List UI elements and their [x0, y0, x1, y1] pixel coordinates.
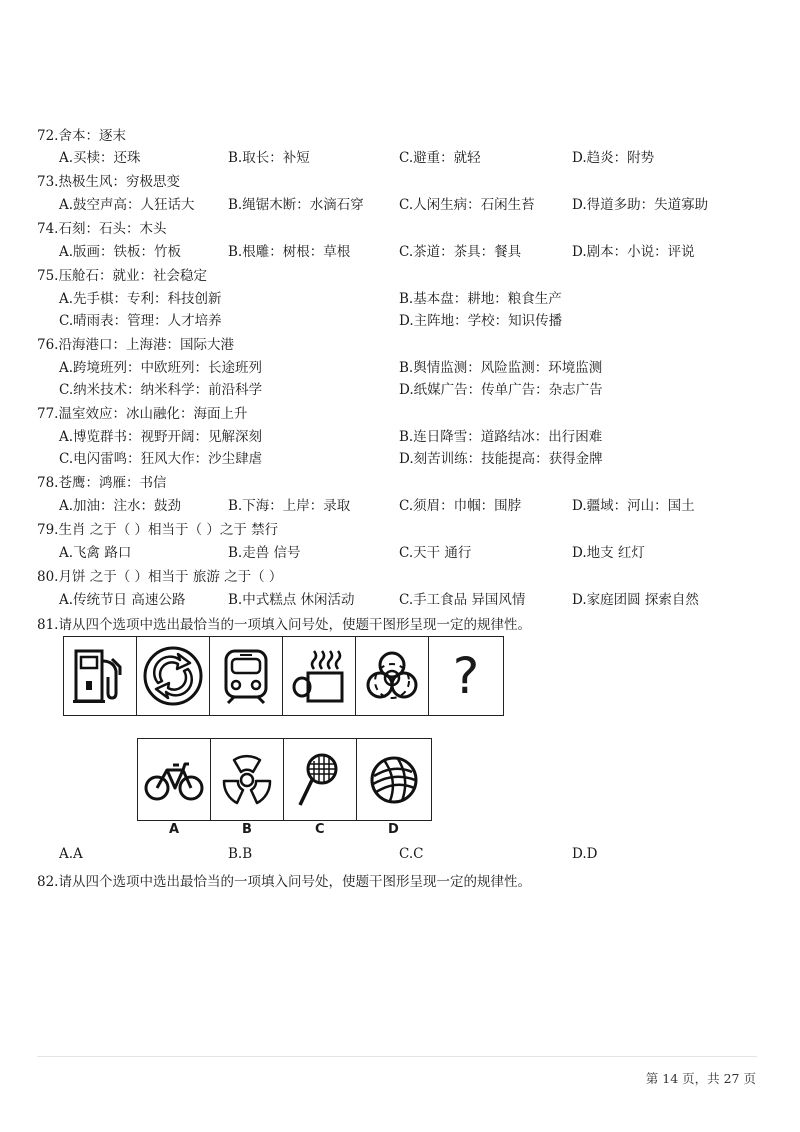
figure-label-c: C	[315, 822, 325, 837]
question-78-stem: 78.苍鹰：鸿雁：书信	[37, 475, 167, 491]
question-76-option-a[interactable]: A.跨境班列：中欧班列：长途班列	[59, 360, 263, 376]
figure-label-a: A	[169, 822, 180, 837]
figure-label-d: D	[388, 822, 399, 837]
bicycle-icon	[138, 739, 211, 820]
question-77-option-d[interactable]: D.刻苦训练：技能提高：获得金牌	[399, 451, 603, 467]
yarn-ball-icon	[357, 739, 431, 820]
question-80-option-b[interactable]: B.中式糕点 休闲活动	[228, 592, 355, 608]
question-73-option-a[interactable]: A.鼓空声高：人狂话大	[59, 197, 195, 213]
question-76-option-d[interactable]: D.纸媒广告：传单广告：杂志广告	[399, 382, 603, 398]
question-75-stem: 75.压舱石：就业：社会稳定	[37, 268, 207, 284]
question-75-option-b[interactable]: B.基本盘：耕地：粮食生产	[399, 291, 562, 307]
question-72-option-a[interactable]: A.买椟：还珠	[59, 150, 141, 166]
question-80-stem: 80.月饼 之于（ ）相当于 旅游 之于（ ）	[37, 569, 283, 585]
question-72-stem: 72.舍本：逐末	[37, 128, 126, 144]
question-82-stem: 82.请从四个选项中选出最恰当的一项填入问号处，使题干图形呈现一定的规律性。	[37, 874, 531, 890]
fuel-pump-icon	[64, 637, 137, 715]
question-81-options-figure	[137, 738, 432, 821]
question-81-option-c[interactable]: C.C	[399, 846, 424, 862]
question-73-option-d[interactable]: D.得道多助：失道寡助	[572, 197, 709, 213]
question-81-option-a[interactable]: A.A	[59, 846, 83, 862]
question-75-option-c[interactable]: C.晴雨表：管理：人才培养	[59, 313, 222, 329]
question-73-option-b[interactable]: B.绳锯木断：水滴石穿	[228, 197, 364, 213]
question-79-option-a[interactable]: A.飞禽 路口	[59, 545, 132, 561]
question-77-option-b[interactable]: B.连日降雪：道路结冰：出行困难	[399, 429, 603, 445]
question-mark-symbol: ?	[452, 647, 480, 705]
biohazard-icon	[356, 637, 429, 715]
question-73-stem: 73.热极生风：穷极思变	[37, 174, 180, 190]
question-72-option-b[interactable]: B.取长：补短	[228, 150, 310, 166]
question-76-option-b[interactable]: B.舆情监测：风险监测：环境监测	[399, 360, 603, 376]
question-79-stem: 79.生肖 之于（ ）相当于（ ）之于 禁行	[37, 522, 279, 538]
question-81-stem: 81.请从四个选项中选出最恰当的一项填入问号处，使题干图形呈现一定的规律性。	[37, 617, 531, 633]
question-74-option-c[interactable]: C.茶道：茶具：餐具	[399, 244, 522, 260]
question-76-stem: 76.沿海港口：上海港：国际大港	[37, 337, 234, 353]
hot-cup-icon	[283, 637, 356, 715]
question-75-option-d[interactable]: D.主阵地：学校：知识传播	[399, 313, 563, 329]
question-74-option-b[interactable]: B.根雕：树根：草根	[228, 244, 351, 260]
question-74-option-d[interactable]: D.剧本：小说：评说	[572, 244, 695, 260]
question-79-option-b[interactable]: B.走兽 信号	[228, 545, 301, 561]
question-74-option-a[interactable]: A.版画：铁板：竹板	[59, 244, 182, 260]
question-80-option-a[interactable]: A.传统节日 高速公路	[59, 592, 186, 608]
question-81-option-d[interactable]: D.D	[572, 846, 598, 862]
question-78-option-a[interactable]: A.加油：注水：鼓劲	[59, 498, 182, 514]
question-73-option-c[interactable]: C.人闲生病：石闲生苔	[399, 197, 535, 213]
question-80-option-c[interactable]: C.手工食品 异国风情	[399, 592, 526, 608]
question-79-option-d[interactable]: D.地支 红灯	[572, 545, 645, 561]
question-72-option-c[interactable]: C.避重：就轻	[399, 150, 481, 166]
badminton-racket-icon	[284, 739, 357, 820]
question-72-option-d[interactable]: D.趋炎：附势	[572, 150, 655, 166]
train-front-icon	[210, 637, 283, 715]
page-number: 第 14 页，共 27 页	[645, 1071, 756, 1086]
question-81-option-b[interactable]: B.B	[228, 846, 253, 862]
question-78-option-b[interactable]: B.下海：上岸：录取	[228, 498, 351, 514]
question-74-stem: 74.石刻：石头：木头	[37, 221, 167, 237]
footer-divider	[37, 1056, 757, 1057]
question-75-option-a[interactable]: A.先手棋：专利：科技创新	[59, 291, 222, 307]
question-78-option-c[interactable]: C.须眉：巾帼：围脖	[399, 498, 522, 514]
figure-label-b: B	[242, 822, 252, 837]
question-76-option-c[interactable]: C.纳米技术：纳米科学：前沿科学	[59, 382, 263, 398]
question-80-option-d[interactable]: D.家庭团圆 探索自然	[572, 592, 699, 608]
question-mark-cell	[429, 637, 503, 715]
question-81-stem-figure	[63, 636, 504, 716]
recycle-circle-icon	[137, 637, 210, 715]
question-77-stem: 77.温室效应：冰山融化：海面上升	[37, 406, 248, 422]
question-79-option-c[interactable]: C.天干 通行	[399, 545, 472, 561]
question-78-option-d[interactable]: D.疆域：河山：国土	[572, 498, 695, 514]
radiation-icon	[211, 739, 284, 820]
question-77-option-c[interactable]: C.电闪雷鸣：狂风大作：沙尘肆虐	[59, 451, 263, 467]
question-77-option-a[interactable]: A.博览群书：视野开阔：见解深刻	[59, 429, 263, 445]
